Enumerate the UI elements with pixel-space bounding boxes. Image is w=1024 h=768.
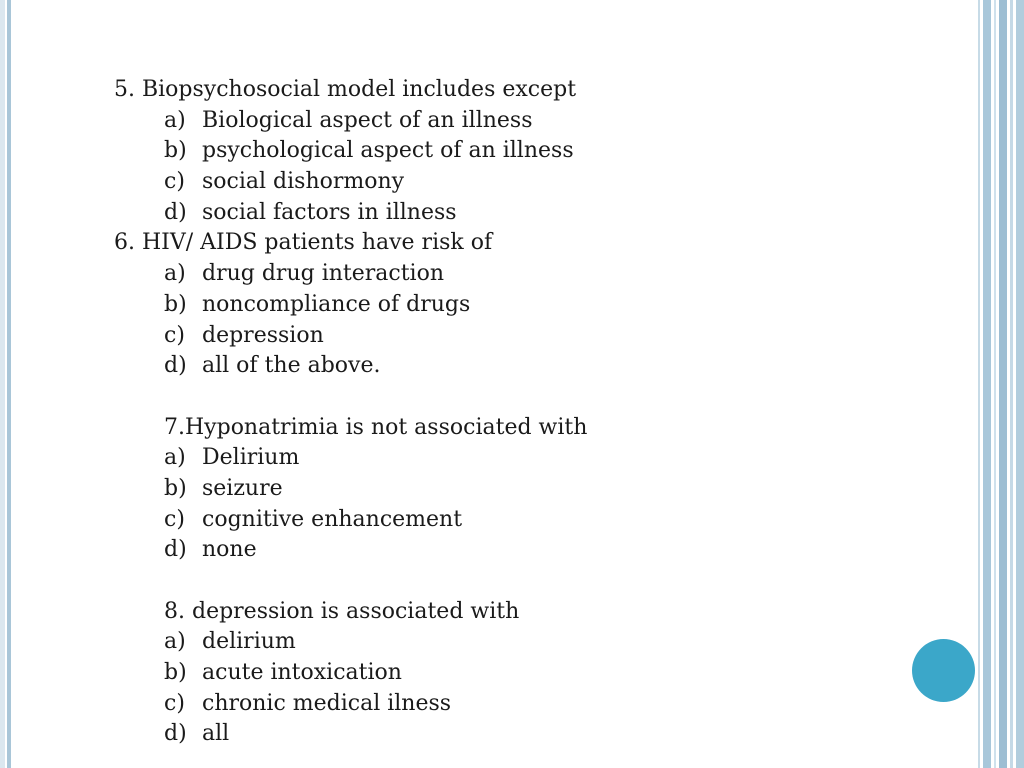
option-letter: c): [164, 506, 185, 532]
option-letter: a): [164, 107, 186, 133]
option-letter: d): [164, 537, 187, 563]
option-text: acute intoxication: [202, 660, 402, 686]
option-letter: d): [164, 199, 187, 225]
question-5-option-a: [112, 106, 912, 137]
question-6-option-c: [112, 321, 912, 352]
option-text: drug drug interaction: [202, 261, 444, 287]
question-8-option-c: [112, 689, 912, 720]
option-letter: b): [164, 291, 187, 317]
question-5-option-c: [112, 167, 912, 198]
option-text: psychological aspect of an illness: [202, 138, 574, 164]
question-6-option-a: [112, 259, 912, 290]
option-text: delirium: [202, 629, 296, 655]
option-letter: c): [164, 169, 185, 195]
option-text: all of the above.: [202, 353, 381, 379]
option-letter: b): [164, 138, 187, 164]
option-text: none: [202, 537, 257, 563]
spacer: [112, 382, 912, 413]
left-decorative-border: [0, 0, 11, 768]
question-8-option-d: [112, 719, 912, 750]
question-6-option-d: [112, 351, 912, 382]
option-letter: b): [164, 660, 187, 686]
right-decorative-border: [976, 0, 1024, 768]
option-text: depression: [202, 322, 324, 348]
option-text: chronic medical ilness: [202, 690, 452, 716]
question-7-stem: 7.Hyponatrimia is not associated with: [164, 414, 588, 440]
question-7-option-c: [112, 505, 912, 536]
question-7-option-b: [112, 474, 912, 505]
option-letter: a): [164, 261, 186, 287]
option-letter: b): [164, 475, 187, 501]
question-7-option-d: [112, 535, 912, 566]
option-text: social dishormony: [202, 169, 405, 195]
option-letter: c): [164, 322, 185, 348]
question-6-stem: 6. HIV/ AIDS patients have risk of: [114, 230, 493, 256]
option-letter: c): [164, 690, 185, 716]
question-7-option-a: [112, 443, 912, 474]
option-text: seizure: [202, 475, 283, 501]
option-text: noncompliance of drugs: [202, 291, 471, 317]
question-5-option-d: [112, 198, 912, 229]
option-text: social factors in illness: [202, 199, 457, 225]
question-5-option-b: [112, 136, 912, 167]
slide-content: [112, 75, 912, 750]
spacer: [112, 566, 912, 597]
option-text: Delirium: [202, 445, 300, 471]
question-6-option-b: [112, 290, 912, 321]
option-letter: a): [164, 445, 186, 471]
question-8-stem: 8. depression is associated with: [164, 598, 520, 624]
option-text: all: [202, 721, 230, 747]
decorative-circle: [912, 639, 975, 702]
option-text: Biological aspect of an illness: [202, 107, 533, 133]
question-8-option-b: [112, 658, 912, 689]
option-text: cognitive enhancement: [202, 506, 463, 532]
option-letter: a): [164, 629, 186, 655]
option-letter: d): [164, 353, 187, 379]
question-8-option-a: [112, 627, 912, 658]
question-5-stem: 5. Biopsychosocial model includes except: [114, 77, 577, 102]
option-letter: d): [164, 721, 187, 747]
